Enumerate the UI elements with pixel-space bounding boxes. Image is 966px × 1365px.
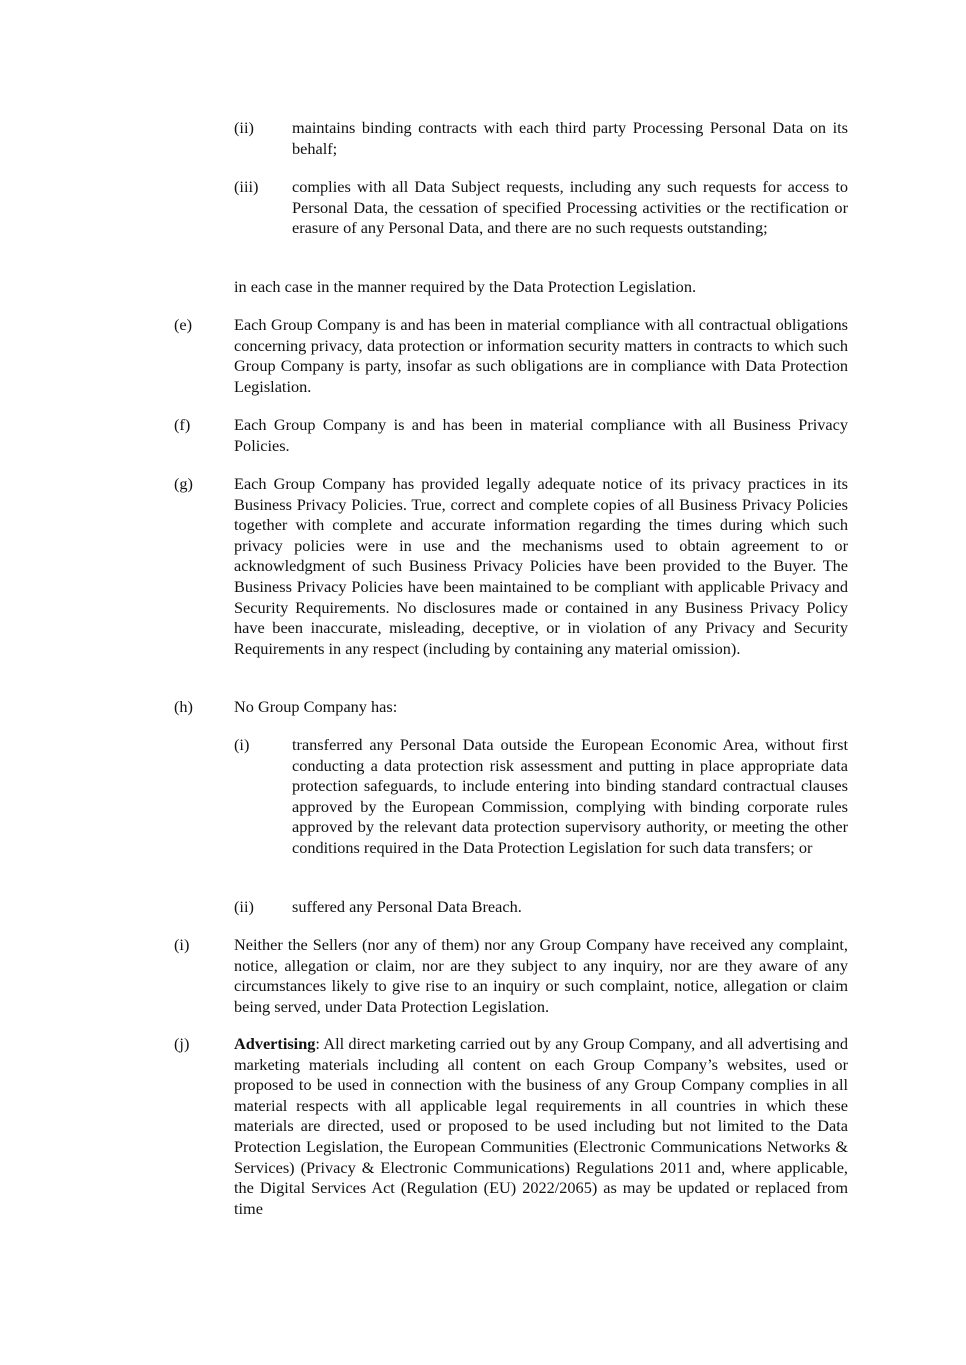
clause-heading: Advertising: [234, 1034, 316, 1053]
clause-label: (ii): [234, 897, 254, 916]
clause-text: transferred any Personal Data outside the European Economic Area, without first conducting a data protection risk assessment and putting in place appropriate data protection safeguards, to include entering into binding standard contractual clauses approved by the European Commission, complying with binding corporate rules approved by the relevant data protection supervisory authority, or meeting the other conditions required in the Data Protection Legislation for such data transfers; or: [292, 735, 848, 857]
clause-text: Each Group Company has provided legally adequate notice of its privacy practices in its Business Privacy Policies. True, correct and complete copies of all Business Privacy Policies together with complete and accurate information regarding the times during which such privacy policies were in use and the mechanisms used to obtain agreement to or acknowledgment of such Business Privacy Policies have been provided to the Buyer. The Business Privacy Policies have been maintained to be compliant with applicable Privacy and Security Requirements. No disclosures made or contained in any Business Privacy Policy have been inaccurate, misleading, deceptive, or in violation of any Privacy and Security Requirements in any respect (including by containing any material omission).: [234, 474, 848, 658]
clause-label: (ii): [234, 118, 254, 137]
clause-text: maintains binding contracts with each third party Processing Personal Data on its behalf;: [292, 118, 848, 158]
clause-body: : All direct marketing carried out by any Group Company, and all advertising and marketing materials including all content on each Group Company’s websites, used or proposed to be used in connection with the business of any Group Company complies in all material respects with all applicable legal requirements in all countries in which these materials are directed, used or proposed to be used including but not limited to the Data Protection Legislation, the European Communities (Electronic Communications Networks & Services) (Privacy & Electronic Communications) Regulations 2011 and, where applicable, the Digital Services Act (Regulation (EU) 2022/2065) as may be updated or replaced from time: [234, 1034, 848, 1218]
clause-text: suffered any Personal Data Breach.: [292, 897, 522, 916]
clause-text: No Group Company has:: [234, 697, 398, 716]
clause-text: [234, 1034, 848, 1219]
clause-label: (i): [234, 735, 250, 754]
clause-text: Neither the Sellers (nor any of them) nor any Group Company have received any complaint, notice, allegation or claim, nor are they subject to any inquiry, nor are they aware of any circumstances likely to give rise to an inquiry or such complaint, notice, allegation or claim being served, under Data Protection Legislation.: [234, 935, 848, 1016]
clause-label: (g): [174, 474, 193, 493]
clause-label: (h): [174, 697, 193, 716]
clause-label: (iii): [234, 177, 259, 196]
clause-text: complies with all Data Subject requests, including any such requests for access to Personal Data, the cessation of specified Processing activities or the rectification or erasure of any Personal Data, and there are no such requests outstanding;: [292, 177, 848, 238]
clause-d-tail: in each case in the manner required by the Data Protection Legislation.: [234, 277, 697, 296]
clause-text: Each Group Company is and has been in material compliance with all contractual obligations concerning privacy, data protection or information security matters in contracts to which such Group Company is party, insofar as such obligations are in compliance with Data Protection Legislation.: [234, 315, 848, 396]
clause-text: Each Group Company is and has been in material compliance with all Business Privacy Policies.: [234, 415, 848, 455]
clause-label: (j): [174, 1034, 190, 1053]
clause-label: (f): [174, 415, 191, 434]
clause-label: (e): [174, 315, 193, 334]
clause-label: (i): [174, 935, 190, 954]
